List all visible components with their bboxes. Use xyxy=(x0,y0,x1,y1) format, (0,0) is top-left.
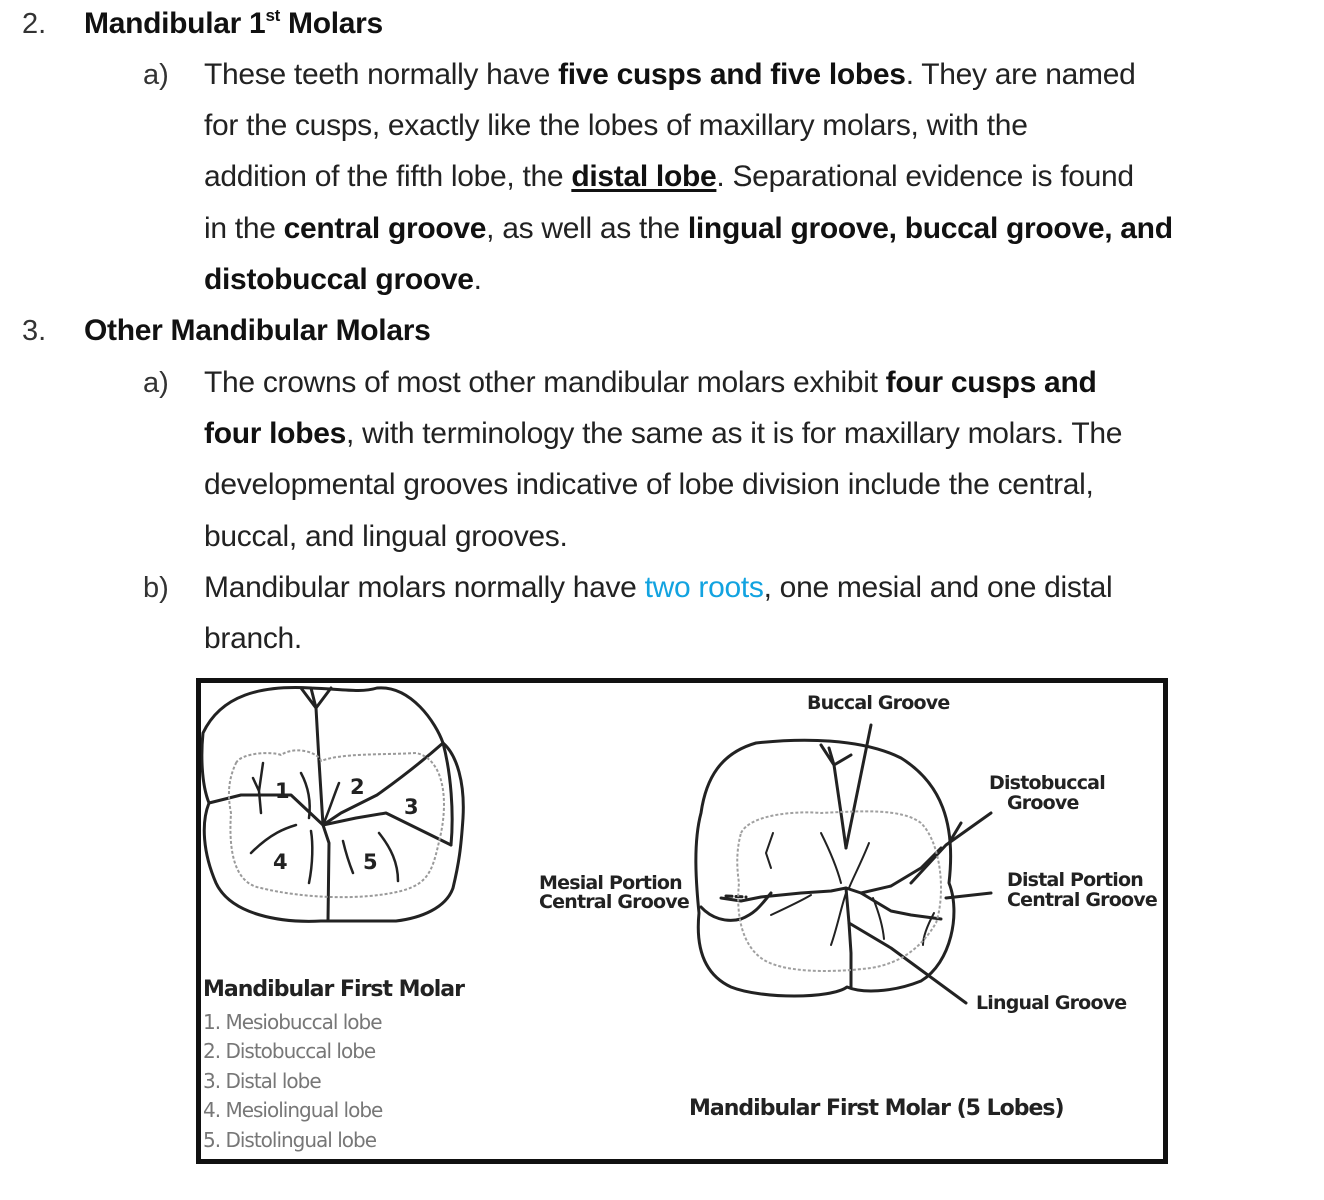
text: . They are named xyxy=(905,58,1136,91)
lobe-number-2: 2 xyxy=(350,775,365,799)
text: . Separational evidence is found xyxy=(716,160,1134,193)
paragraph-line xyxy=(204,619,302,659)
label-buccal-groove: Buccal Groove xyxy=(807,692,950,714)
paragraph-line xyxy=(204,209,1173,249)
paragraph-line xyxy=(204,363,1097,403)
paragraph-line xyxy=(204,260,482,300)
underlined-bold-text: distal lobe xyxy=(571,160,717,193)
text: The crowns of most other mandibular molars exhibit xyxy=(204,366,886,399)
paragraph-line xyxy=(204,106,1028,146)
text: , one mesial and one distal xyxy=(763,571,1113,604)
label-lingual-groove: Lingual Groove xyxy=(976,992,1127,1014)
legend-item: 2. Distobuccal lobe xyxy=(203,1039,376,1063)
left-diagram-title: Mandibular First Molar xyxy=(203,977,464,1002)
paragraph-line xyxy=(204,568,1112,608)
section-number: 2. xyxy=(22,8,47,40)
lobe-number-3: 3 xyxy=(404,795,419,819)
text: buccal, and lingual grooves. xyxy=(204,520,568,553)
legend-item: 5. Distolingual lobe xyxy=(203,1128,377,1152)
legend-item: 4. Mesiolingual lobe xyxy=(203,1098,383,1122)
text: . xyxy=(473,263,482,296)
bold-text: five cusps and five lobes xyxy=(558,58,906,91)
label-distobuccal-groove: Groove xyxy=(1007,792,1079,814)
lobe-number-4: 4 xyxy=(273,850,288,874)
paragraph-line xyxy=(204,414,1122,454)
bold-text: distobuccal groove xyxy=(204,263,474,296)
text: addition of the fifth lobe, the xyxy=(204,160,572,193)
item-marker: a) xyxy=(143,59,169,91)
text: in the xyxy=(204,212,284,245)
heading-text: Molars xyxy=(279,7,383,40)
paragraph-line xyxy=(204,465,1094,505)
label-distal-portion: Distal Portion xyxy=(1007,869,1143,891)
text: Mandibular molars normally have xyxy=(204,571,645,604)
label-distal-portion: Central Groove xyxy=(1007,889,1157,911)
item-marker: a) xyxy=(143,367,169,399)
text: , as well as the xyxy=(486,212,688,245)
item-marker: b) xyxy=(143,572,169,604)
heading-text: Mandibular 1 xyxy=(84,7,266,40)
legend-item: 1. Mesiobuccal lobe xyxy=(203,1010,382,1034)
section-heading xyxy=(84,4,383,44)
bold-text: four lobes xyxy=(204,417,347,450)
label-mesial-portion: Mesial Portion xyxy=(539,872,682,894)
highlighted-text: two roots xyxy=(644,571,764,604)
paragraph-line xyxy=(204,55,1135,95)
lobe-number-1: 1 xyxy=(275,779,290,803)
label-distobuccal-groove: Distobuccal xyxy=(989,772,1105,794)
paragraph-line xyxy=(204,157,1134,197)
molar-figure xyxy=(196,678,1168,1164)
text: for the cusps, exactly like the lobes of maxillary molars, with the xyxy=(204,109,1028,142)
section-heading: Other Mandibular Molars xyxy=(84,314,431,347)
bold-text: lingual groove, buccal groove, and xyxy=(687,212,1173,245)
label-mesial-portion: Central Groove xyxy=(539,891,689,913)
bold-text: four cusps and xyxy=(885,366,1097,399)
text: branch. xyxy=(204,622,302,655)
right-diagram-caption: Mandibular First Molar (5 Lobes) xyxy=(689,1096,1064,1121)
legend-item: 3. Distal lobe xyxy=(203,1069,321,1093)
section-number: 3. xyxy=(22,315,47,347)
paragraph-line xyxy=(204,517,568,557)
text: , with terminology the same as it is for maxillary molars. The xyxy=(346,417,1123,450)
molar-diagrams-illustration xyxy=(201,683,1163,1159)
text: developmental grooves indicative of lobe division include the central, xyxy=(204,468,1094,501)
text: These teeth normally have xyxy=(204,58,559,91)
heading-superscript: st xyxy=(265,6,280,25)
lobe-number-5: 5 xyxy=(363,850,378,874)
bold-text: central groove xyxy=(283,212,487,245)
